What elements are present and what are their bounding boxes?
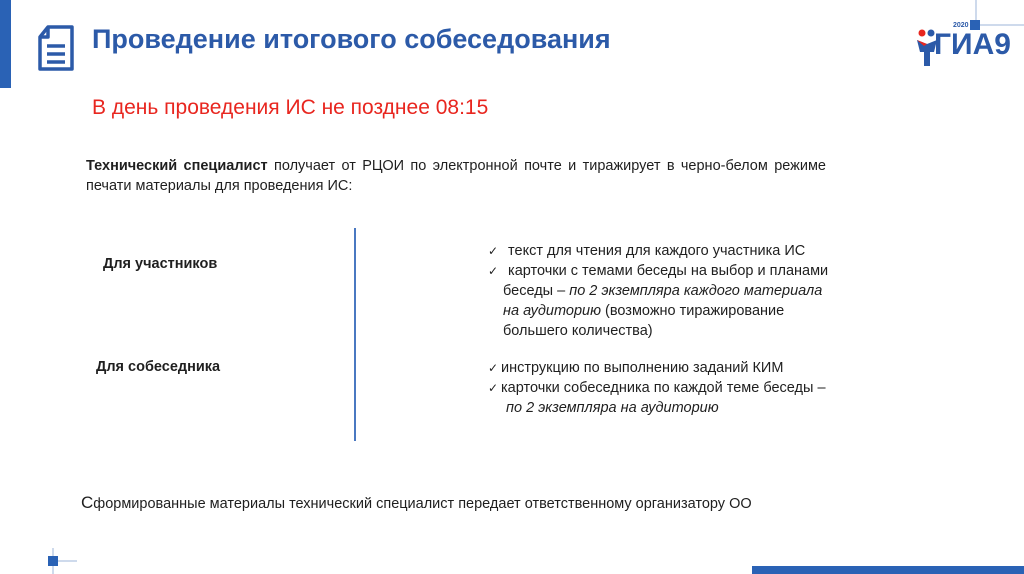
item-text: карточки с темами беседы на выбор и планами <box>508 263 829 279</box>
logo-text: ГИА9 <box>934 28 1011 61</box>
page-title: Проведение итогового собеседования <box>92 24 611 54</box>
intro-paragraph <box>86 156 826 196</box>
item-text: карточки собеседника по каждой теме беседы – <box>501 380 826 396</box>
left-accent-bar <box>0 0 11 88</box>
item-text: текст для чтения для каждого участника ИС <box>508 243 806 259</box>
bottom-accent-strip <box>752 566 1024 574</box>
intro-bold: Технический специалист <box>86 158 268 174</box>
check-icon: ✓ <box>488 361 499 375</box>
list-item-continuation: на аудиторию (возможно тиражирование <box>503 303 785 319</box>
subtitle: В день проведения ИС не позднее 08:15 <box>92 96 489 119</box>
list-item <box>488 241 828 261</box>
list-item <box>488 261 828 281</box>
corner-decoration-bottom-left <box>47 548 77 574</box>
label-interlocutor: Для собеседника <box>96 359 221 375</box>
vertical-divider <box>354 228 356 441</box>
gia9-logo <box>916 22 1011 68</box>
item-text: инструкцию по выполнению заданий КИМ <box>501 360 784 376</box>
list-item-continuation: большего количества) <box>503 323 653 339</box>
logo-year: 2020 <box>953 22 969 29</box>
check-icon: ✓ <box>488 264 499 278</box>
list-item <box>488 358 826 378</box>
check-icon: ✓ <box>488 381 499 395</box>
participants-list <box>488 241 828 341</box>
check-icon: ✓ <box>488 244 499 258</box>
list-item <box>488 378 826 398</box>
list-item-continuation: по 2 экземпляра на аудиторию <box>506 400 719 416</box>
document-icon <box>38 25 80 71</box>
intro-text: получает от РЦОИ по электронной почте и тиражирует в черно-белом режиме печати материалы для проведения ИС: <box>86 158 826 194</box>
label-participants: Для участников <box>103 256 218 272</box>
interlocutor-list <box>488 358 826 418</box>
footer-text: Сформированные материалы технический специалист передает ответственному организатору ОО <box>81 493 752 512</box>
list-item-continuation: беседы – по 2 экземпляра каждого материала <box>503 283 823 299</box>
